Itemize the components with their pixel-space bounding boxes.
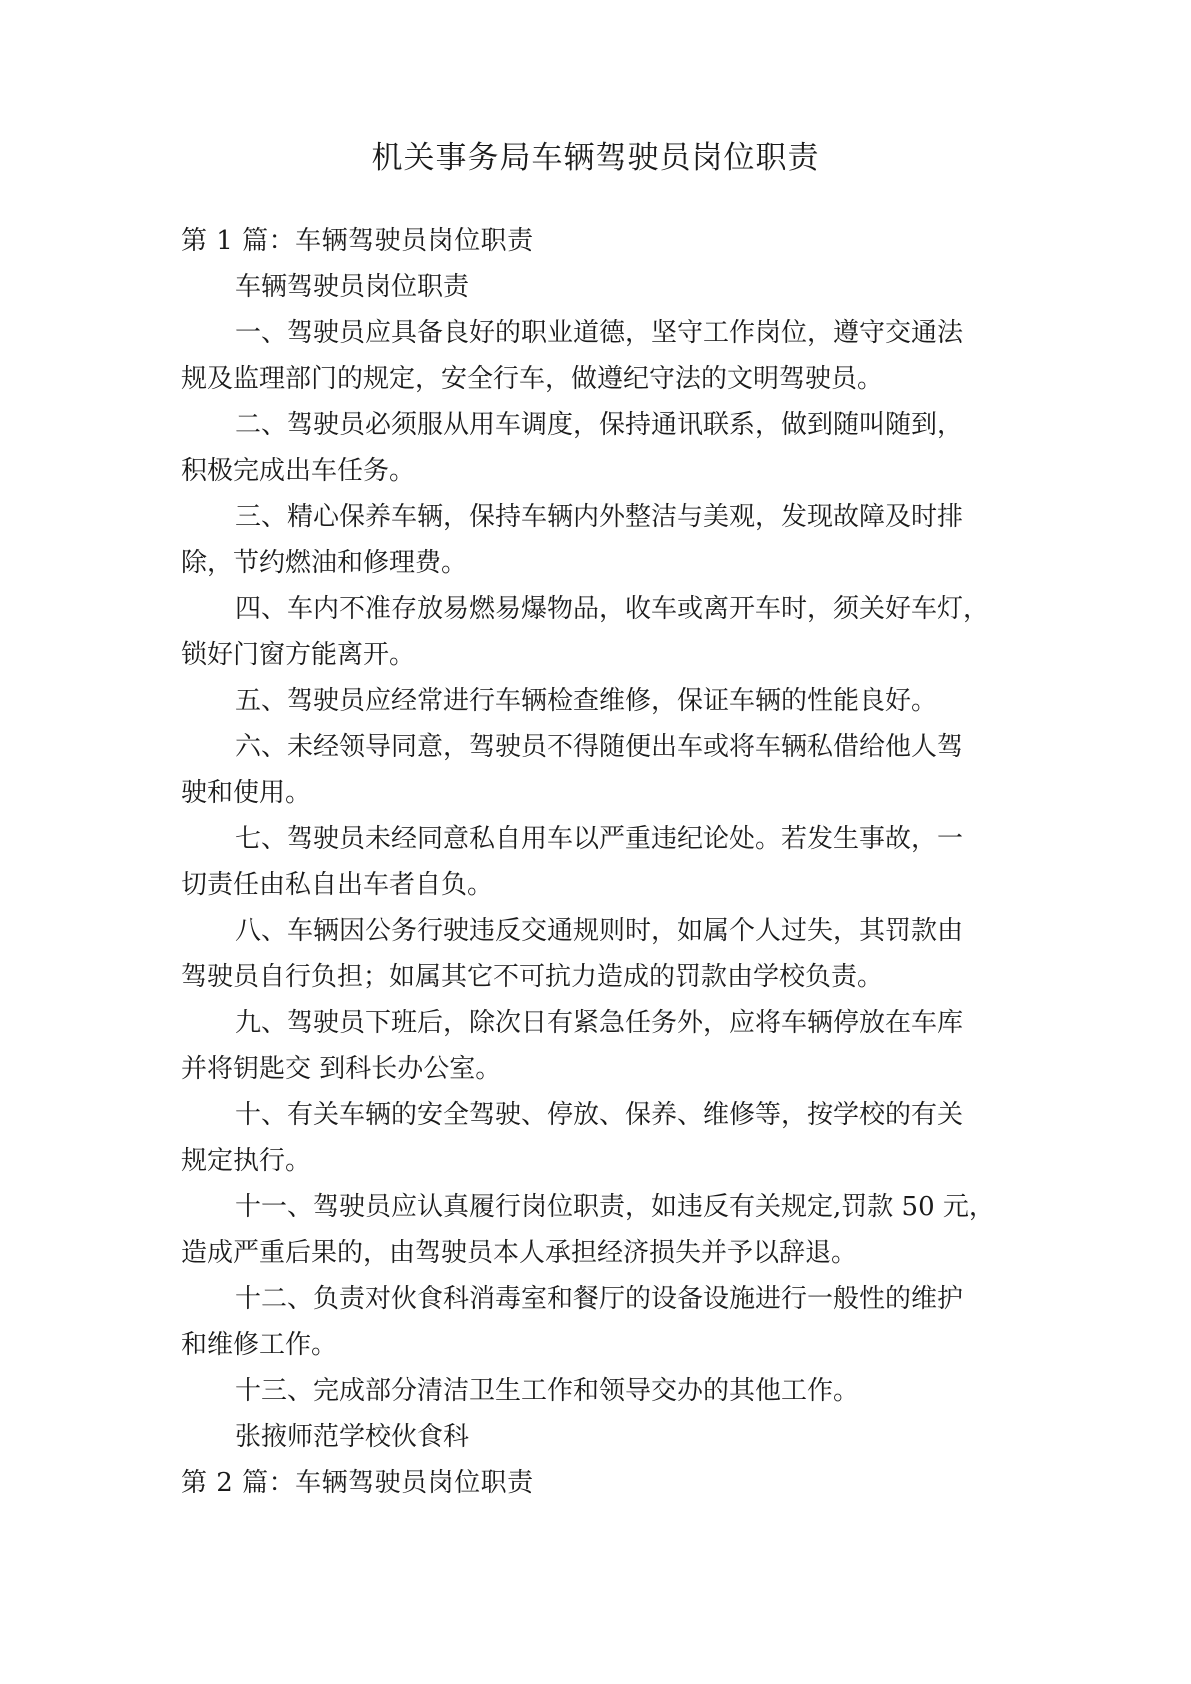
- duty-item-line: 八、车辆因公务行驶违反交通规则时，如属个人过失，其罚款由: [235, 916, 964, 946]
- duty-item-line: 规及监理部门的规定，安全行车，做遵纪守法的文明驾驶员。: [181, 364, 884, 394]
- duty-item-line: 除，节约燃油和修理费。: [181, 548, 468, 578]
- duty-item-11: [181, 1185, 1021, 1276]
- duty-item-9: [181, 1001, 1021, 1092]
- duty-item-10: [181, 1093, 1021, 1184]
- duty-item-line: 驶和使用。: [181, 778, 312, 808]
- duty-item-4: [181, 587, 1021, 678]
- duty-item-line: 五、驾驶员应经常进行车辆检查维修，保证车辆的性能良好。: [235, 686, 938, 716]
- duty-item-line: 一、驾驶员应具备良好的职业道德，坚守工作岗位，遵守交通法: [235, 318, 964, 348]
- signature: 张掖师范学校伙食科: [235, 1422, 470, 1452]
- duty-item-line: 造成严重后果的，由驾驶员本人承担经济损失并予以辞退。: [181, 1238, 858, 1268]
- duty-item-line: 十一、驾驶员应认真履行岗位职责，如违反有关规定,罚款 50 元，: [235, 1192, 995, 1222]
- duty-item-13: [181, 1369, 1021, 1414]
- duty-item-3: [181, 495, 1021, 586]
- duty-item-7: [181, 817, 1021, 908]
- duty-item-2: [181, 403, 1021, 494]
- duty-item-line: 三、精心保养车辆，保持车辆内外整洁与美观，发现故障及时排: [235, 502, 964, 532]
- duty-item-5: [181, 679, 1021, 724]
- duty-item-8: [181, 909, 1021, 1000]
- duty-item-line: 锁好门窗方能离开。: [181, 640, 416, 670]
- duty-item-line: 六、未经领导同意，驾驶员不得随便出车或将车辆私借给他人驾: [235, 732, 964, 762]
- duty-item-line: 驾驶员自行负担；如属其它不可抗力造成的罚款由学校负责。: [181, 962, 884, 992]
- duty-item-line: 九、驾驶员下班后，除次日有紧急任务外，应将车辆停放在车库: [235, 1008, 964, 1038]
- section-1-heading: 第 1 篇：车辆驾驶员岗位职责: [181, 226, 534, 256]
- duty-item-line: 七、驾驶员未经同意私自用车以严重违纪论处。若发生事故，一: [235, 824, 964, 854]
- section-2-heading: 第 2 篇：车辆驾驶员岗位职责: [181, 1468, 534, 1498]
- document-title: 机关事务局车辆驾驶员岗位职责: [371, 140, 820, 176]
- duty-item-1: [181, 311, 1021, 402]
- duty-item-line: 积极完成出车任务。: [181, 456, 416, 486]
- duty-item-6: [181, 725, 1021, 816]
- duty-item-line: 和维修工作。: [181, 1330, 338, 1360]
- duty-item-line: 十、有关车辆的安全驾驶、停放、保养、维修等，按学校的有关: [235, 1100, 964, 1130]
- duty-item-line: 并将钥匙交 到科长办公室。: [181, 1054, 502, 1084]
- section-1-subtitle: 车辆驾驶员岗位职责: [235, 272, 470, 302]
- duty-item-line: 切责任由私自出车者自负。: [181, 870, 494, 900]
- duty-item-line: 十三、完成部分清洁卫生工作和领导交办的其他工作。: [235, 1376, 860, 1406]
- duty-item-12: [181, 1277, 1021, 1368]
- document-body: [181, 219, 1021, 1507]
- duty-item-line: 十二、负责对伙食科消毒室和餐厅的设备设施进行一般性的维护: [235, 1284, 964, 1314]
- duty-item-line: 四、车内不准存放易燃易爆物品，收车或离开车时，须关好车灯，: [235, 594, 990, 624]
- duty-item-line: 规定执行。: [181, 1146, 312, 1176]
- duty-item-line: 二、驾驶员必须服从用车调度，保持通讯联系，做到随叫随到，: [235, 410, 964, 440]
